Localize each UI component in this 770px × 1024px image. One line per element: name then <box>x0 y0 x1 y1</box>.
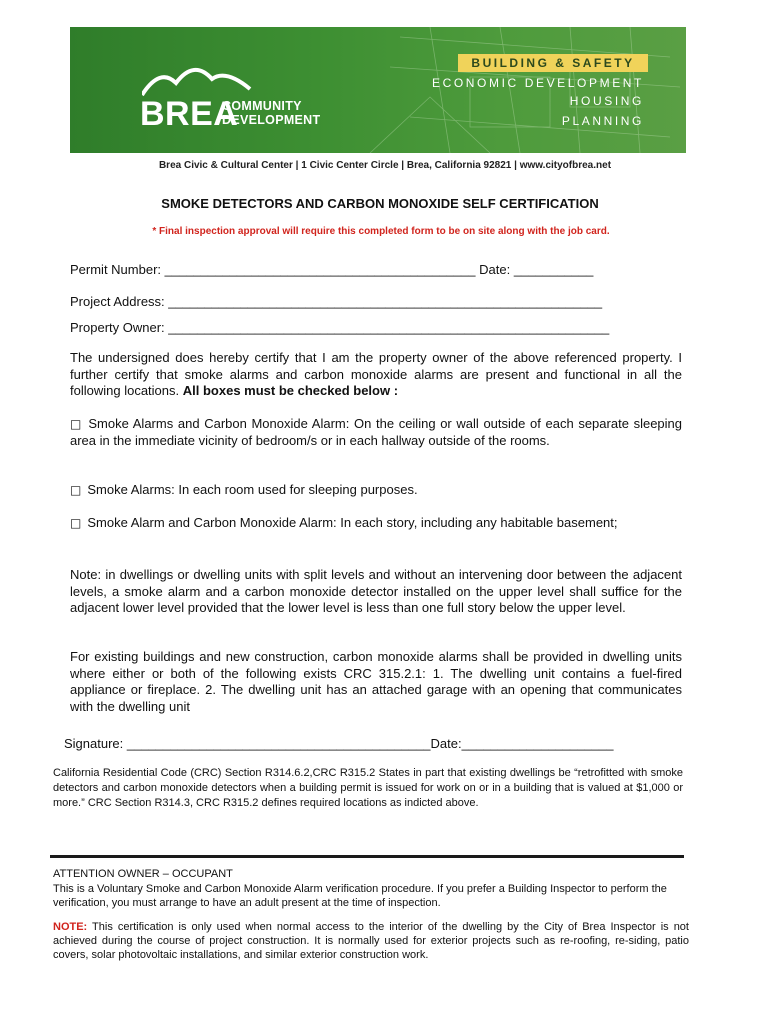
checklist-item-2-text: Smoke Alarms: In each room used for sleeping purposes. <box>87 482 418 497</box>
logo-sub-line1: COMMUNITY <box>222 99 302 113</box>
checklist-item-1-text: Smoke Alarms and Carbon Monoxide Alarm: On the ceiling or wall outside of each separate sleeping area in the immediate vicinity of bedroom/s or in each hallway outside of the rooms. <box>70 416 682 448</box>
attention-text: This is a Voluntary Smoke and Carbon Monoxide Alarm verification procedure. If you prefer a Building Inspector to perform the verification, you must arrange to have an adult present at the time of inspection. <box>53 883 667 909</box>
checklist-item-1 <box>70 416 682 449</box>
dept-economic-development: ECONOMIC DEVELOPMENT <box>431 76 644 90</box>
project-address-field[interactable]: Project Address: ____________________________________________________________ <box>70 294 603 309</box>
mountains-logo-icon <box>142 59 252 99</box>
permit-number-date-field[interactable]: Permit Number: ___________________________________________ Date: ___________ <box>70 262 594 277</box>
certification-text: The undersigned does hereby certify that I am the property owner of the above referenced property. I further certify that smoke alarms and carbon monoxide alarms are present and functional in all the following locations. <box>70 350 682 398</box>
note-label: NOTE: <box>53 921 88 933</box>
signature-date-field[interactable]: Signature: __________________________________________Date:_____________________ <box>64 736 614 751</box>
attention-heading: ATTENTION OWNER – OCCUPANT <box>53 868 233 880</box>
form-title: SMOKE DETECTORS AND CARBON MONOXIDE SELF CERTIFICATION <box>161 196 599 211</box>
certification-statement <box>70 350 682 400</box>
dept-planning: PLANNING <box>561 114 644 128</box>
checkbox-icon[interactable]: □ <box>70 417 83 431</box>
checklist-item-3-text: Smoke Alarm and Carbon Monoxide Alarm: In each story, including any habitable basement; <box>87 515 618 530</box>
split-level-note: Note: in dwellings or dwelling units with split levels and without an intervening door between the adjacent levels, a smoke alarm and a carbon monoxide detector installed on the upper level shall suffice for the adjacent lower level provided that the lower level is less than one full story below the upper level. <box>70 567 682 615</box>
co-alarm-requirement: For existing buildings and new construction, carbon monoxide alarms shall be provided in dwelling units where either or both of the following exists CRC 315.2.1: 1. The dwelling unit contains a fuel-fired appliance or fireplace. 2. The dwelling unit has an attached garage with an opening that communicates with the dwelling unit <box>70 649 682 714</box>
building-safety-badge: BUILDING & SAFETY <box>458 54 648 72</box>
crc-code-reference: California Residential Code (CRC) Section R314.6.2,CRC R315.2 States in part that existing dwellings be “retrofitted with smoke detectors and carbon monoxide detectors when a building permit is issued for work on or in a building that is valued at $1,000 or more.” CRC Section R314.3, CRC R315.2 defines required locations as indicted above. <box>53 767 683 809</box>
footer-note <box>53 920 689 962</box>
final-inspection-note: * Final inspection approval will require this completed form to be on site along with the job card. <box>152 226 610 237</box>
brea-logo-text: BREA <box>140 95 239 133</box>
property-owner-field[interactable]: Property Owner: _____________________________________________________________ <box>70 320 610 335</box>
checkbox-icon[interactable]: □ <box>70 516 82 530</box>
certification-bold-instruction: All boxes must be checked below : <box>182 383 399 398</box>
checkbox-icon[interactable]: □ <box>70 483 82 497</box>
note-text: This certification is only used when normal access to the interior of the dwelling by the City of Brea Inspector is not achieved during the course of project construction. It is normally used for exterior projects such as re-roofing, re-siding, patio covers, solar photovoltaic installations, and similar exterior construction work. <box>53 921 689 961</box>
city-address-line: Brea Civic & Cultural Center | 1 Civic Center Circle | Brea, California 92821 | www.cityofbrea.net <box>158 160 612 171</box>
community-development-logo-text <box>222 99 320 127</box>
checklist-item-3 <box>70 515 682 532</box>
header-banner <box>70 27 686 153</box>
dept-housing: HOUSING <box>569 94 644 108</box>
checklist-item-2 <box>70 482 682 499</box>
logo-sub-line2: DEVELOPMENT <box>222 113 321 127</box>
section-divider <box>50 855 684 858</box>
